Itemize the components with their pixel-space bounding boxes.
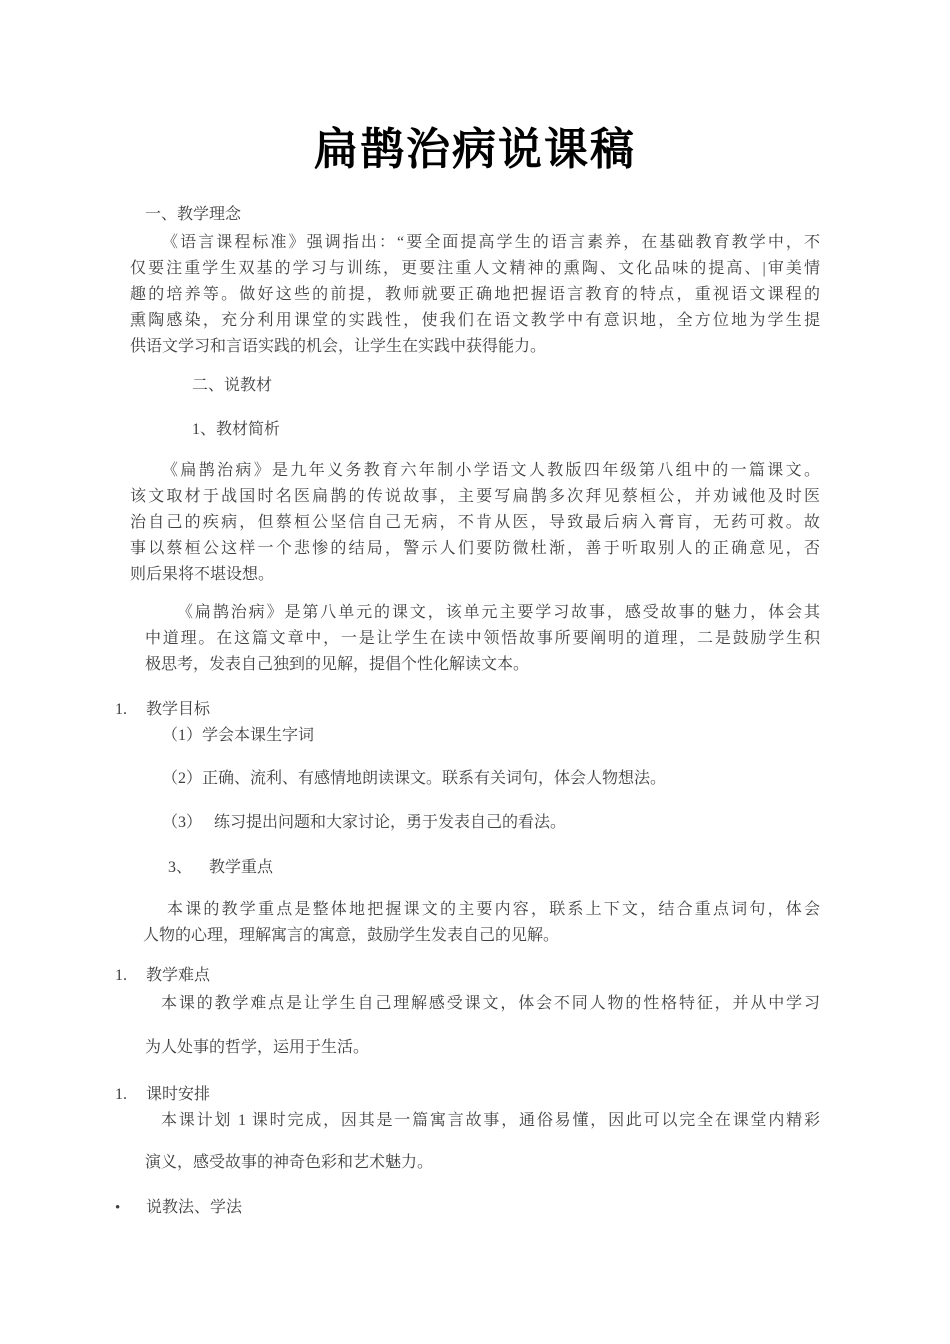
heading-key-points <box>168 855 820 881</box>
text-line: 供语文学习和言语实践的机会，让学生在实践中获得能力。 <box>130 338 547 355</box>
paragraph-key-points <box>143 897 820 949</box>
paragraph-schedule-line-2: 演义，感受故事的神奇色彩和艺术魅力。 <box>145 1154 434 1171</box>
list-item-label: 课时安排 <box>146 1086 211 1103</box>
bullet-icon: • <box>115 1200 121 1216</box>
objective-item-1: （1）学会本课生字词 <box>162 727 315 744</box>
list-marker: 1. <box>115 701 127 718</box>
list-item-objectives <box>115 697 820 723</box>
heading-label: 教学重点 <box>209 859 274 876</box>
list-item-methods <box>115 1195 820 1221</box>
text-line: 则后果将不堪设想。 <box>130 566 275 583</box>
text-line: 熏陶感染，充分利用课堂的实践性，使我们在语文教学中有意识地，全方位地为学生提 <box>130 312 820 329</box>
text-line: 本课的教学重点是整体地把握课文的主要内容，联系上下文，结合重点词句，体会 <box>167 901 820 918</box>
text-line: 中道理。在这篇文章中，一是让学生在读中领悟故事所要阐明的道理，二是鼓励学生积 <box>145 630 820 647</box>
list-marker: 3、 <box>168 859 193 876</box>
text-line: 《扁鹊治病》是九年义务教育六年制小学语文人教版四年级第八组中的一篇课文。 <box>162 462 820 479</box>
subsection-heading-analysis: 1、教材简析 <box>192 421 281 438</box>
text-line: 《语言课程标准》强调指出：“要全面提高学生的语言素养，在基础教育教学中，不 <box>162 234 820 251</box>
list-item-label: 说教法、学法 <box>146 1199 243 1216</box>
list-item-label: 教学难点 <box>146 967 211 984</box>
list-item-schedule <box>115 1082 820 1108</box>
section-heading-textbook: 二、说教材 <box>192 377 273 394</box>
paragraph-difficulties-line-2: 为人处事的哲学，运用于生活。 <box>145 1039 370 1056</box>
text-line: 人物的心理，理解寓言的寓意，鼓励学生发表自己的见解。 <box>143 927 560 944</box>
text-line: 《扁鹊治病》是第八单元的课文，该单元主要学习故事，感受故事的魅力，体会其 <box>177 604 820 621</box>
paragraph-textbook-analysis-2 <box>145 600 820 678</box>
text-line: 该文取材于战国时名医扁鹊的传说故事，主要写扁鹊多次拜见蔡桓公，并劝诫他及时医 <box>130 488 820 505</box>
list-marker: 1. <box>115 1086 127 1103</box>
objective-item-3: （3） 练习提出问题和大家讨论，勇于发表自己的看法。 <box>162 814 567 831</box>
list-item-difficulties <box>115 963 820 989</box>
paragraph-schedule-line-1: 本课计划 1 课时完成，因其是一篇寓言故事，通俗易懂，因此可以完全在课堂内精彩 <box>161 1112 820 1129</box>
objective-item-2: （2）正确、流利、有感情地朗读课文。联系有关词句，体会人物想法。 <box>162 770 667 787</box>
paragraph-difficulties-line-1: 本课的教学难点是让学生自己理解感受课文，体会不同人物的性格特征，并从中学习 <box>161 995 820 1012</box>
text-line: 极思考，发表自己独到的见解，提倡个性化解读文本。 <box>145 656 530 673</box>
text-line: 趣的培养等。做好这些的前提，教师就要正确地把握语言教育的特点，重视语文课程的 <box>130 286 820 303</box>
text-line: 治自己的疾病，但蔡桓公坚信自己无病，不肯从医，导致最后病入膏肓，无药可救。故 <box>130 514 820 531</box>
text-line: 事以蔡桓公这样一个悲惨的结局，警示人们要防微杜渐，善于听取别人的正确意见，否 <box>130 540 820 557</box>
document-title: 扁鹊治病说课稿 <box>314 125 636 174</box>
text-line: 仅要注重学生双基的学习与训练，更要注重人文精神的熏陶、文化品味的提高、|审美情 <box>130 260 820 277</box>
list-item-label: 教学目标 <box>146 701 211 718</box>
section-heading-philosophy: 一、教学理念 <box>145 206 242 223</box>
list-marker: 1. <box>115 967 127 984</box>
paragraph-textbook-analysis-1 <box>130 458 820 588</box>
paragraph-philosophy <box>130 230 820 360</box>
